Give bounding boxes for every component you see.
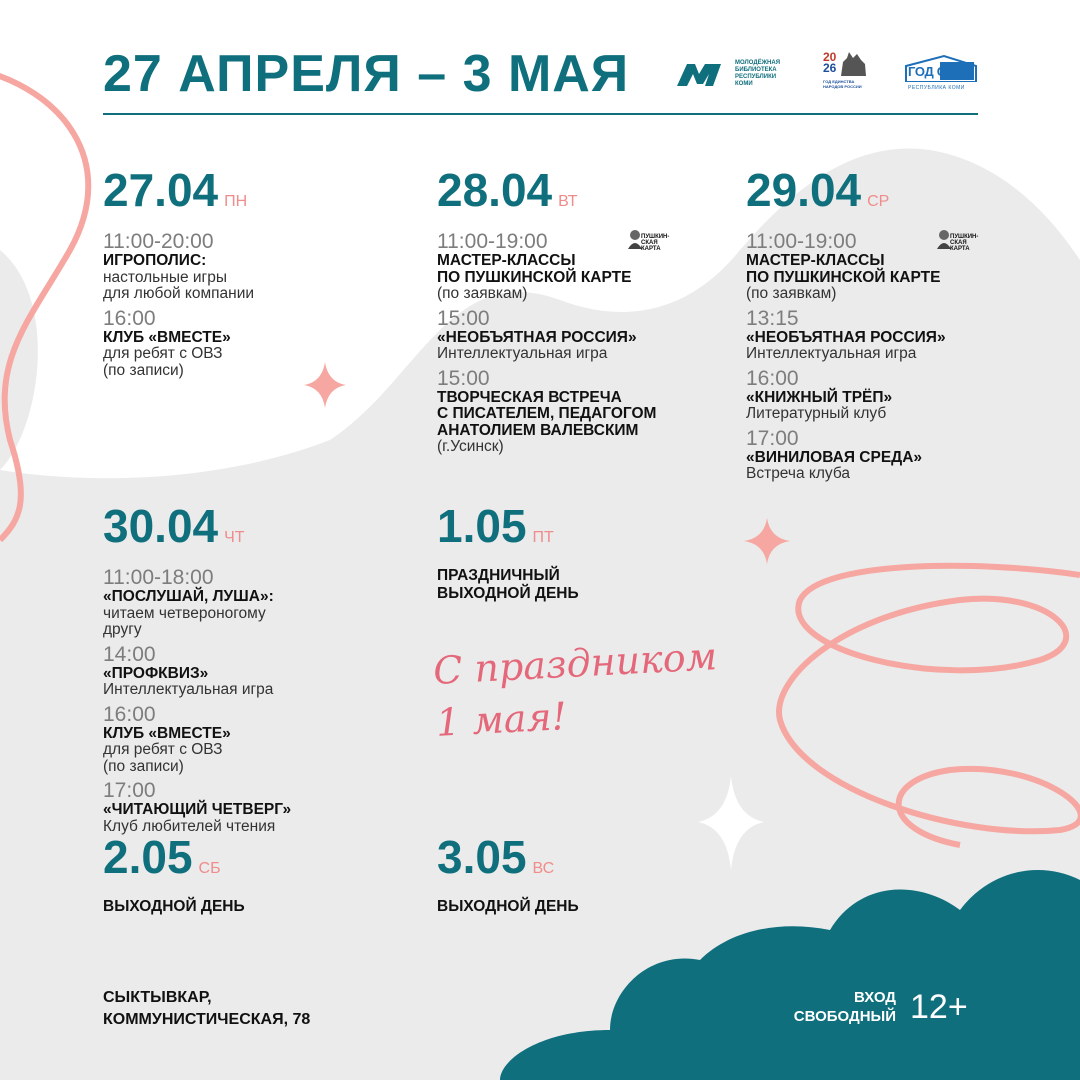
day-date: [746, 163, 1016, 217]
event-time: 16:00: [103, 306, 156, 330]
event-desc: Литературный клуб: [746, 405, 887, 422]
date-number: 28.04: [437, 164, 553, 216]
library-logo-line2: БИБЛИОТЕКА: [735, 67, 777, 73]
day-block-03-05: [437, 830, 697, 916]
day-off-note: ВЫХОДНОЙ ДЕНЬ: [103, 898, 245, 915]
day-date: [103, 163, 403, 217]
event-list: [437, 231, 727, 456]
pushkin-badge-line1: ПУШКИН-: [950, 234, 979, 240]
day-of-week: СР: [867, 193, 890, 210]
day-block-29-04: [746, 163, 1016, 488]
event-time: 17:00: [103, 779, 156, 802]
day-block-01-05: [437, 499, 697, 603]
event-list: [746, 231, 1016, 483]
event-time: 16:00: [103, 702, 156, 726]
pushkin-card-icon: [627, 229, 670, 259]
event-time: 13:15: [746, 306, 799, 330]
date-number: 2.05: [103, 831, 193, 883]
event-list: [103, 231, 403, 379]
pushkin-badge-line3: КАРТА: [641, 246, 661, 252]
event-name-line2: С ПИСАТЕЛЕМ, ПЕДАГОГОМ: [437, 405, 657, 422]
pushkin-card-icon: [936, 229, 979, 259]
event-time: 15:00: [437, 306, 490, 330]
year-logo-caption: ГОД ЕДИНСТВА НАРОДОВ РОССИИ: [823, 79, 862, 89]
event-name: «КНИЖНЫЙ ТРЁП»: [746, 388, 893, 406]
event-desc: Клуб любителей чтения: [103, 817, 276, 835]
address-line2: КОММУНИСТИЧЕСКАЯ, 78: [103, 1011, 311, 1028]
event-name: КЛУБ «ВМЕСТЕ»: [103, 724, 231, 742]
event-name-line2: ПО ПУШКИНСКОЙ КАРТЕ: [437, 268, 632, 286]
event-name: МАСТЕР-КЛАССЫ: [437, 252, 576, 269]
event-desc: Встреча клуба: [746, 465, 850, 482]
event-time: 11:00-19:00: [746, 230, 857, 253]
date-number: 1.05: [437, 500, 527, 552]
date-number: 3.05: [437, 831, 527, 883]
library-logo: [677, 58, 787, 88]
library-logo-line3: РЕСПУБЛИКИ: [735, 74, 777, 80]
day-of-week: ПН: [224, 193, 248, 210]
event-name: «ЧИТАЮЩИЙ ЧЕТВЕРГ»: [103, 801, 292, 818]
holiday-note-line1: ПРАЗДНИЧНЫЙ: [437, 567, 560, 584]
event-time: 14:00: [103, 642, 156, 666]
event-item: [437, 308, 727, 363]
god-sela-logo: [904, 54, 980, 94]
event-name: ИГРОПОЛИС:: [103, 252, 207, 269]
event-item: [103, 704, 403, 776]
date-number: 29.04: [746, 164, 862, 216]
entry-line2: СВОБОДНЫЙ: [793, 1008, 896, 1025]
page-title: 27 АПРЕЛЯ – 3 МАЯ: [103, 45, 630, 103]
day-date: [437, 163, 727, 217]
holiday-greeting: [432, 630, 721, 749]
entry-line1: ВХОД: [853, 989, 896, 1006]
event-desc: Интеллектуальная игра: [103, 681, 274, 698]
day-block-02-05: [103, 830, 363, 916]
library-logo-icon: [677, 60, 731, 88]
day-block-30-04: [103, 499, 403, 840]
library-logo-line4: КОМИ: [735, 81, 753, 87]
event-desc: для ребят с ОВЗ: [103, 741, 223, 758]
year-logo: [823, 52, 869, 92]
event-name: «ПРОФКВИЗ»: [103, 664, 209, 682]
event-name: «НЕОБЪЯТНАЯ РОССИЯ»: [437, 328, 637, 346]
library-logo-line1: МОЛОДЁЖНАЯ: [735, 60, 781, 66]
event-item: [103, 780, 403, 835]
event-desc: (г.Усинск): [437, 438, 504, 455]
event-item: [746, 368, 1016, 423]
event-list: [103, 567, 403, 835]
event-time: 11:00-20:00: [103, 230, 214, 253]
event-desc: (по заявкам): [746, 285, 837, 302]
holiday-note: [437, 567, 697, 603]
event-item: [103, 231, 403, 303]
day-of-week: ПТ: [532, 529, 554, 546]
event-item: [103, 567, 403, 639]
event-desc: читаем четвероногому: [103, 604, 266, 622]
event-time: 17:00: [746, 426, 799, 450]
day-date: [437, 499, 697, 553]
event-desc: Интеллектуальная игра: [437, 345, 608, 362]
event-desc: для любой компании: [103, 285, 255, 302]
pushkin-badge-line1: ПУШКИН-: [641, 234, 670, 240]
day-of-week: ВС: [532, 860, 555, 877]
god-sela-text: ГОД СЕЛА: [908, 64, 973, 79]
event-time: 16:00: [746, 366, 799, 390]
holiday-note-line2: ВЫХОДНОЙ ДЕНЬ: [437, 585, 579, 602]
day-date: [103, 830, 363, 884]
address-line1: СЫКТЫВКАР,: [103, 989, 212, 1006]
event-item: [437, 231, 727, 303]
event-time: 11:00-18:00: [103, 566, 214, 589]
event-item: [103, 644, 403, 699]
pushkin-badge-line2: СКАЯ: [641, 240, 658, 246]
event-name: ТВОРЧЕСКАЯ ВСТРЕЧА: [437, 388, 622, 406]
event-desc: (по записи): [103, 757, 184, 775]
event-desc: (по записи): [103, 361, 184, 379]
day-of-week: СБ: [198, 860, 221, 877]
event-desc: (по заявкам): [437, 285, 528, 302]
date-number: 27.04: [103, 164, 219, 216]
event-item: [746, 231, 1016, 303]
header-divider: [103, 113, 978, 115]
event-name: КЛУБ «ВМЕСТЕ»: [103, 328, 231, 346]
event-desc: другу: [103, 621, 142, 638]
date-number: 30.04: [103, 500, 219, 552]
event-desc: для ребят с ОВЗ: [103, 345, 223, 362]
address: [103, 987, 310, 1031]
day-block-27-04: [103, 163, 403, 384]
entry-info: [760, 988, 896, 1026]
day-of-week: ВТ: [558, 193, 578, 210]
greeting-line2: 1 мая!: [434, 694, 568, 745]
year-logo-top: 20: [823, 50, 837, 64]
age-rating: 12+: [910, 988, 968, 1026]
event-item: [746, 308, 1016, 363]
event-item: [746, 428, 1016, 483]
day-date: [437, 830, 697, 884]
event-item: [103, 308, 403, 380]
event-desc: Интеллектуальная игра: [746, 345, 917, 362]
monument-icon: [839, 52, 867, 76]
day-of-week: ЧТ: [224, 529, 245, 546]
day-date: [103, 499, 403, 553]
event-name-line2: ПО ПУШКИНСКОЙ КАРТЕ: [746, 268, 941, 286]
event-item: [437, 368, 727, 456]
event-desc: настольные игры: [103, 268, 227, 286]
day-off-note: ВЫХОДНОЙ ДЕНЬ: [437, 898, 579, 915]
greeting-line1: С праздником: [432, 634, 719, 693]
event-name: МАСТЕР-КЛАССЫ: [746, 252, 885, 269]
year-logo-bottom: 26: [823, 61, 837, 75]
pushkin-badge-line2: СКАЯ: [950, 240, 967, 246]
pushkin-badge-line3: КАРТА: [950, 246, 970, 252]
god-sela-subtitle: РЕСПУБЛИКА КОМИ: [908, 85, 965, 91]
event-name: «ПОСЛУШАЙ, ЛУША»:: [103, 588, 274, 605]
event-time: 11:00-19:00: [437, 230, 548, 253]
event-name: «НЕОБЪЯТНАЯ РОССИЯ»: [746, 328, 946, 346]
event-time: 15:00: [437, 366, 490, 390]
event-name-line3: АНАТОЛИЕМ ВАЛЕВСКИМ: [437, 421, 639, 439]
day-block-28-04: [437, 163, 727, 461]
event-name: «ВИНИЛОВАЯ СРЕДА»: [746, 448, 923, 466]
